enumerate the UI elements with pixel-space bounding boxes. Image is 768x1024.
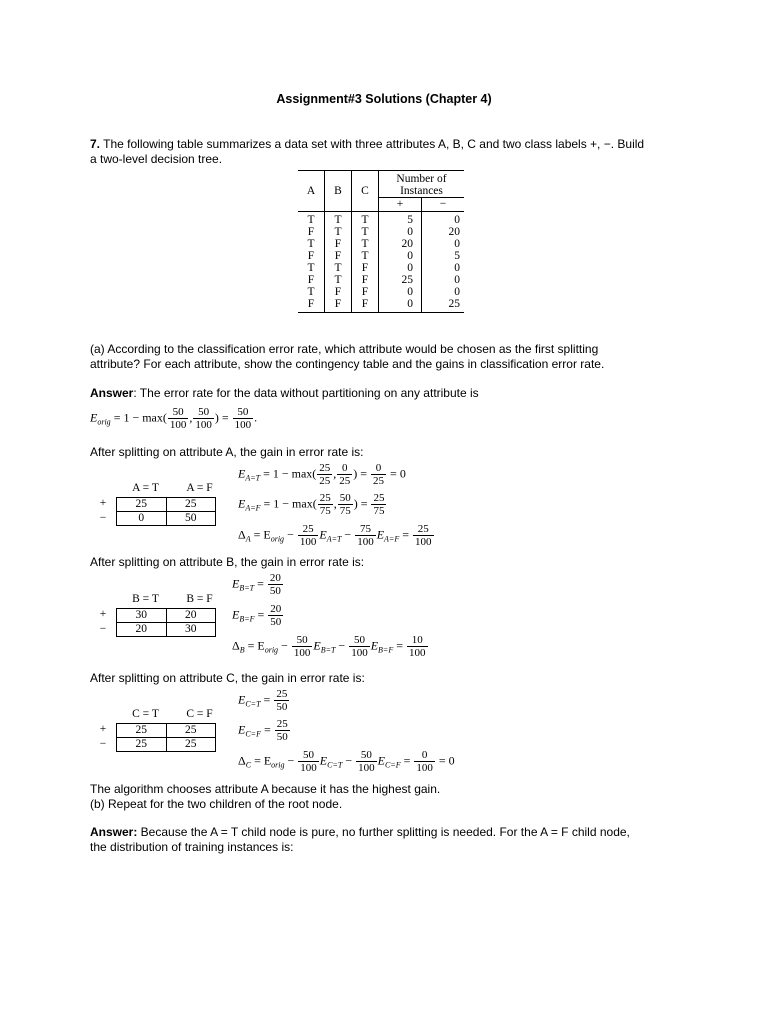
ct-a-cell: 25: [166, 498, 216, 512]
data-table-cell: F: [298, 226, 325, 238]
data-table-cell: 0: [379, 226, 422, 238]
ct-c-cell: 25: [166, 738, 216, 752]
part-a-question: [90, 342, 680, 372]
data-table-cell: F: [352, 262, 379, 274]
split-b-intro: After splitting on attribute B, the gain in error rate is:: [90, 555, 365, 569]
data-table-cell: F: [352, 274, 379, 286]
data-table-cell: T: [352, 238, 379, 250]
data-table-row: [298, 212, 464, 227]
data-table-row: [298, 286, 464, 298]
ct-b-plus: +: [99, 608, 107, 620]
data-table-row: [298, 238, 464, 250]
ct-b-header-1: B = T: [132, 593, 159, 605]
equation-delta-a: $\Delta_A = E_{orig}$ − $\frac{25}{100}$ $E_{A=T}$ − $\frac{75}{100}$ $E_{A=F}$ = $\frac{25}{100}$: [238, 523, 432, 548]
ct-a-header-1: A = T: [132, 482, 159, 494]
group-header-line1: Number of: [396, 173, 447, 185]
data-table-cell: T: [352, 250, 379, 262]
ct-b-cell: 20: [117, 623, 167, 637]
ct-c-header-2: C = F: [186, 708, 213, 720]
ct-a-cell: 25: [117, 498, 167, 512]
ct-a-header-2: A = F: [186, 482, 213, 494]
answer-part-b: [90, 825, 680, 855]
answer-label-2: Answer:: [90, 825, 138, 839]
group-header-line2: Instances: [400, 185, 443, 197]
answer-intro: [90, 386, 680, 401]
data-table-cell: T: [325, 274, 352, 286]
data-table-cell: F: [352, 286, 379, 298]
part-a-line1: (a) According to the classification error rate, which attribute would be chosen as the first splitting: [90, 342, 599, 356]
ct-c-plus: +: [99, 723, 107, 735]
data-table-cell: 0: [454, 274, 460, 286]
data-table-cell: F: [325, 298, 352, 313]
data-table-cell: 0: [454, 238, 460, 250]
col-header-minus: −: [422, 198, 465, 212]
data-table-row: [298, 250, 464, 262]
data-table-cell: T: [325, 226, 352, 238]
data-table-cell: T: [298, 262, 325, 274]
ct-c-cell: 25: [166, 724, 216, 738]
data-table: [298, 170, 464, 313]
data-table-row: [298, 298, 464, 313]
data-table-cell: 0: [379, 250, 422, 262]
equation-delta-c: $\Delta_C = E_{orig}$ − $\frac{50}{100}$ $E_{C=T}$ − $\frac{50}{100}$ $E_{C=F}$ = $\frac{0}{100}$ = 0: [238, 749, 455, 774]
ct-c-minus: −: [99, 738, 107, 750]
data-table-cell: 0: [379, 298, 422, 313]
conclusion-text: The algorithm chooses attribute A because it has the highest gain.: [90, 782, 441, 796]
data-table-cell: T: [325, 212, 352, 227]
data-table-cell: F: [325, 250, 352, 262]
equation-b-t: $E_{B=T}$ = $\frac{20}{50}$: [232, 572, 281, 597]
group-header: [379, 171, 465, 198]
answer-text: : The error rate for the data without partitioning on any attribute is: [133, 386, 479, 400]
contingency-table-b: [96, 593, 216, 639]
ct-a-cell: 50: [166, 512, 216, 526]
col-header-c: C: [352, 171, 379, 212]
document-title: Assignment#3 Solutions (Chapter 4): [276, 92, 492, 106]
ct-b-minus: −: [99, 623, 107, 635]
equation-c-f: $E_{C=F}$ = $\frac{25}{50}$: [238, 718, 288, 743]
ct-b-cell: 20: [166, 609, 216, 623]
data-table-cell: 0: [379, 286, 422, 298]
ct-c-cell: 25: [117, 724, 167, 738]
ct-a-plus: +: [99, 497, 107, 509]
data-table-cell: 5: [454, 250, 460, 262]
question-number: 7.: [90, 137, 101, 151]
part-a-line2: attribute? For each attribute, show the contingency table and the gains in classification error rate.: [90, 357, 605, 371]
equation-c-t: $E_{C=T}$ = $\frac{25}{50}$: [238, 688, 288, 713]
question-text-line1: The following table summarizes a data set with three attributes A, B, C and two class labels +, −. Build: [100, 137, 645, 151]
data-table-cell: F: [298, 274, 325, 286]
answer-part-b-line1: Because the A = T child node is pure, no further splitting is needed. For the A = F child node,: [137, 825, 630, 839]
ct-a-minus: −: [99, 512, 107, 524]
data-table-cell: 0: [454, 214, 460, 226]
data-table-cell: F: [325, 286, 352, 298]
equation-b-f: $E_{B=F}$ = $\frac{20}{50}$: [232, 603, 282, 628]
data-table-cell: T: [298, 286, 325, 298]
data-table-cell: T: [325, 262, 352, 274]
data-table-row: [298, 262, 464, 274]
ct-b-header-2: B = F: [186, 593, 213, 605]
data-table-cell: T: [352, 212, 379, 227]
data-table-cell: T: [298, 212, 325, 227]
data-table-cell: F: [298, 250, 325, 262]
part-b-question: (b) Repeat for the two children of the root node.: [90, 797, 343, 811]
contingency-table-a: [96, 482, 216, 528]
equation-a-t: $E_{A=T} = 1 - \max$( $\frac{25}{25}$ , $\frac{0}{25}$ ) = $\frac{0}{25}$ = 0: [238, 462, 406, 487]
answer-label: Answer: [90, 386, 134, 400]
equation-e-orig: $E_{orig} = 1 - \max$( $\frac{50}{100}$ , $\frac{50}{100}$ ) = $\frac{50}{100}$ .: [90, 406, 258, 431]
data-table-cell: 0: [454, 262, 460, 274]
data-table-row: [298, 226, 464, 238]
ct-c-header-1: C = T: [132, 708, 159, 720]
split-c-intro: After splitting on attribute C, the gain in error rate is:: [90, 671, 365, 685]
ct-b-cell: 30: [166, 623, 216, 637]
equation-delta-b: $\Delta_B = E_{orig}$ − $\frac{50}{100}$ $E_{B=T}$ − $\frac{50}{100}$ $E_{B=F}$ = $\frac{10}{100}$: [232, 634, 426, 659]
data-table-cell: 0: [454, 286, 460, 298]
data-table-cell: F: [352, 298, 379, 313]
ct-a-cell: 0: [117, 512, 167, 526]
data-table-cell: F: [325, 238, 352, 250]
contingency-table-c: [96, 708, 216, 754]
data-table-row: [298, 274, 464, 286]
data-table-cell: T: [298, 238, 325, 250]
ct-b-cell: 30: [117, 609, 167, 623]
equation-a-f: $E_{A=F} = 1 - \max$( $\frac{25}{75}$ , $\frac{50}{75}$ ) = $\frac{25}{75}$: [238, 492, 385, 517]
data-table-cell: 0: [379, 262, 422, 274]
col-header-b: B: [325, 171, 352, 212]
data-table-cell: 20: [379, 238, 422, 250]
answer-part-b-line2: the distribution of training instances is:: [90, 840, 294, 854]
question-7: [90, 137, 680, 167]
data-table-cell: F: [298, 298, 325, 313]
col-header-a: A: [298, 171, 325, 212]
data-table-cell: 20: [448, 226, 460, 238]
conclusion: [90, 782, 680, 812]
col-header-plus: +: [379, 198, 422, 212]
data-table-cell: 25: [448, 298, 460, 310]
split-a-intro: After splitting on attribute A, the gain in error rate is:: [90, 445, 364, 459]
question-text-line2: a two-level decision tree.: [90, 152, 223, 166]
ct-c-cell: 25: [117, 738, 167, 752]
data-table-cell: 25: [379, 274, 422, 286]
data-table-cell: T: [352, 226, 379, 238]
data-table-cell: 5: [379, 212, 422, 227]
